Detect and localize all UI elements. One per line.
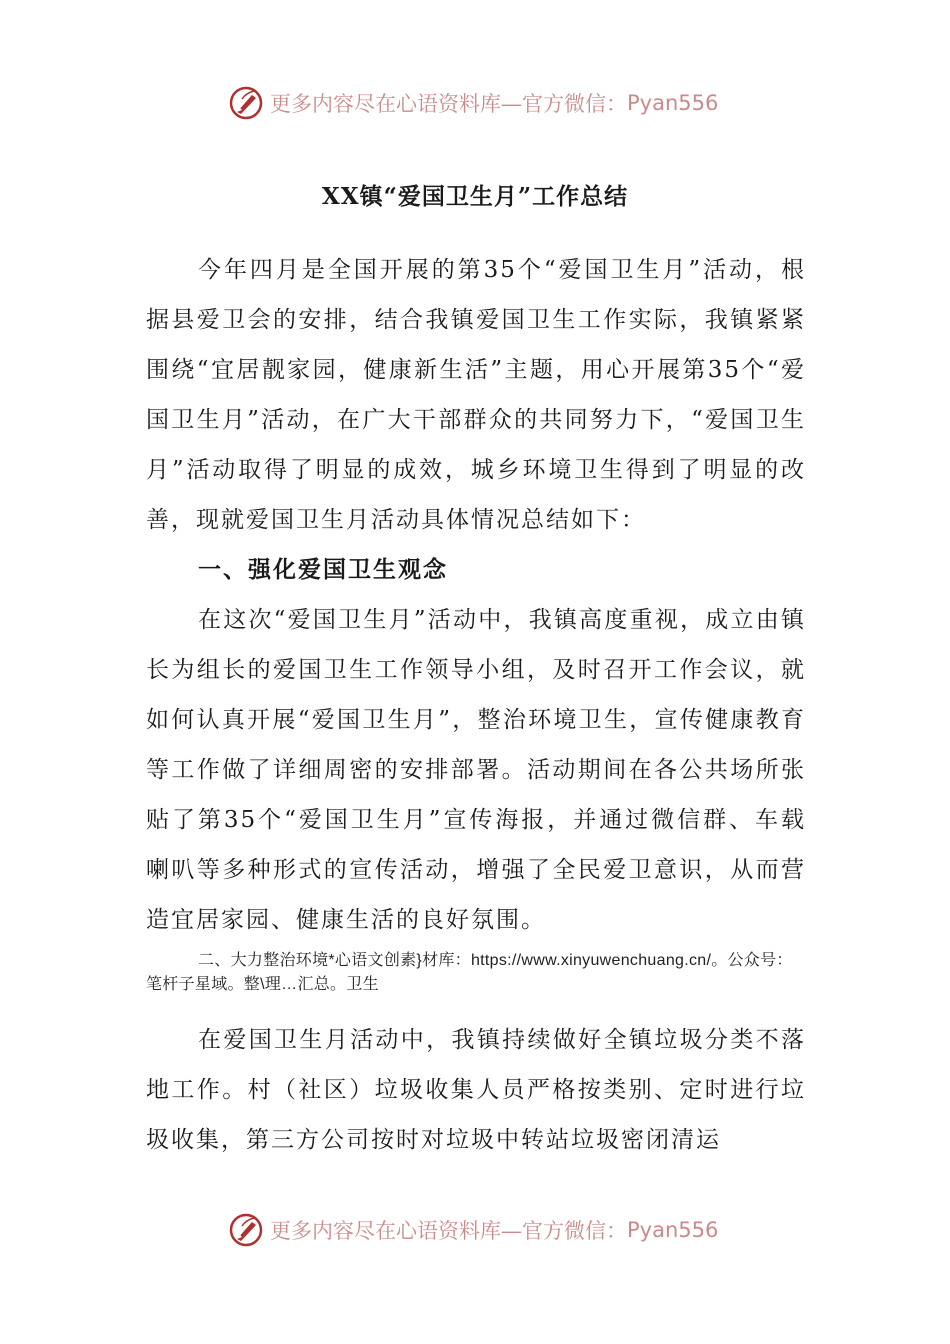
footer-banner [228,1210,748,1250]
footer-wechat-id: Pyan556 [627,1218,719,1242]
section2-note: 二、大力整治环境*心语文创素}材库：https://www.xinyuwenchuang.cn/。公众号：笔杆子星域。整\理…汇总。卫生 [146,952,793,993]
intro-paragraph: 今年四月是全国开展的第35个“爱国卫生月”活动，根据县爱卫会的安排，结合我镇爱国卫生工作实际，我镇紧紧围绕“宜居靓家园，健康新生活”主题，用心开展第35个“爱国卫生月”活动，在广大干部群众的共同努力下，“爱国卫生月”活动取得了明显的成效，城乡环境卫生得到了明显的改善，现就爱国卫生月活动具体情况总结如下： [146,257,806,533]
section1-heading: 一、强化爱国卫生观念 [198,556,448,583]
header-banner [228,83,748,123]
header-banner-text: 更多内容尽在心语资料库—官方微信： [270,92,627,116]
header-wechat-id: Pyan556 [627,91,719,115]
footer-banner-text: 更多内容尽在心语资料库—官方微信： [270,1219,627,1243]
section1-paragraph: 在这次“爱国卫生月”活动中，我镇高度重视，成立由镇长为组长的爱国卫生工作领导小组，及时召开工作会议，就如何认真开展“爱国卫生月”，整治环境卫生，宣传健康教育等工作做了详细周密的安排部署。活动期间在各公共场所张贴了第35个“爱国卫生月”宣传海报，并通过微信群、车载喇叭等多种形式的宣传活动，增强了全民爱卫意识，从而营造宜居家园、健康生活的良好氛围。 [146,607,806,933]
document-title: XX镇“爱国卫生月”工作总结 [321,183,629,210]
pen-logo-icon [228,85,264,121]
section2-paragraph: 在爱国卫生月活动中，我镇持续做好全镇垃圾分类不落地工作。村（社区）垃圾收集人员严格按类别、定时进行垃圾收集，第三方公司按时对垃圾中转站垃圾密闭清运 [146,1027,806,1153]
document-body [146,245,806,1165]
pen-logo-icon [228,1212,264,1248]
